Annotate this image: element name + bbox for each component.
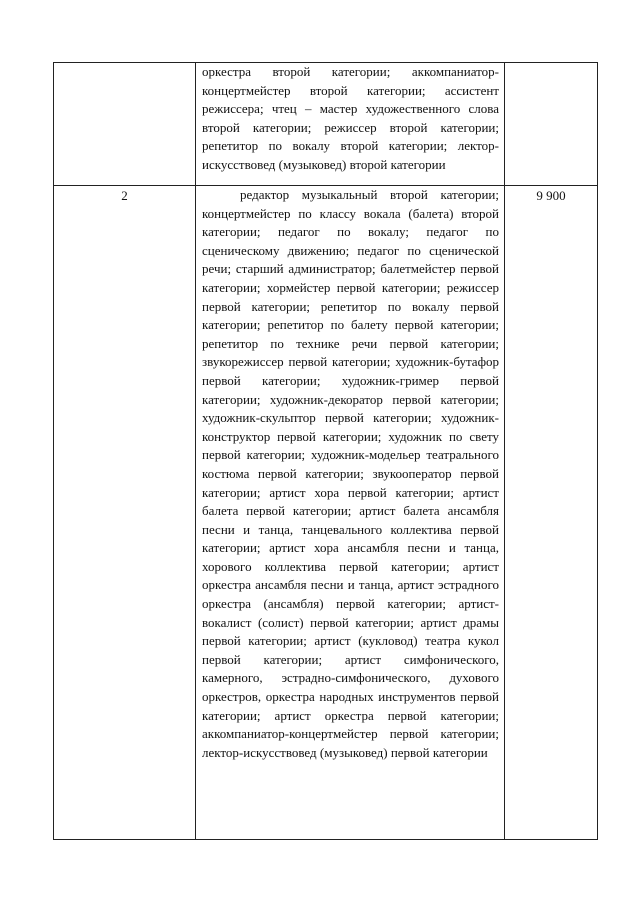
positions-cell [196, 63, 505, 186]
table-row [54, 63, 598, 186]
row-number-cell [54, 63, 196, 186]
amount-cell: 9 900 [505, 186, 598, 840]
positions-text: редактор музыкальный второй категории; концертмейстер по классу вокала (балета) второй категории; педагог по вокалу; педагог по сценическому движению; педагог по сценической речи; старший администратор; балетмейстер первой категории; хормейстер первой категории; режиссер первой категории; репетитор по вокалу первой категории; репетитор по балету первой категории; репетитор по технике речи первой категории; звукорежиссер первой категории; художник-бутафор первой категории; художник-гример первой категории; художник-декоратор первой категории; художник-скульптор первой категории; художник-конструктор первой категории; художник по свету первой категории; художник-модельер театрального костюма первой категории; звукооператор первой категории; артист хора первой категории; артист балета первой категории; артист балета ансамбля песни и танца, танцевального коллектива первой категории; артист хора ансамбля песни и танца, хорового коллектива первой категории; артист оркестра ансамбля песни и танца, артист эстрадного оркестра (ансамбля) первой категории; артист-вокалист (солист) первой категории; артист драмы первой категории; артист (кукловод) театра кукол первой категории; артист симфонического, камерного, эстрадно-симфонического, духового оркестров, оркестра народных инструментов первой категории; артист оркестра первой категории; аккомпаниатор-концертмейстер первой категории; лектор-искусствовед (музыковед) первой категории [202, 187, 499, 760]
positions-cell [196, 186, 505, 840]
salary-table [53, 62, 598, 840]
positions-text: оркестра второй категории; аккомпаниатор-концертмейстер второй категории; ассистент режиссера; чтец – мастер художественного слова второй категории; режиссер второй категории; репетитор по вокалу второй категории; лектор-искусствовед (музыковед) второй категории [202, 64, 499, 172]
row-number-cell: 2 [54, 186, 196, 840]
table-row [54, 186, 598, 840]
amount-cell [505, 63, 598, 186]
